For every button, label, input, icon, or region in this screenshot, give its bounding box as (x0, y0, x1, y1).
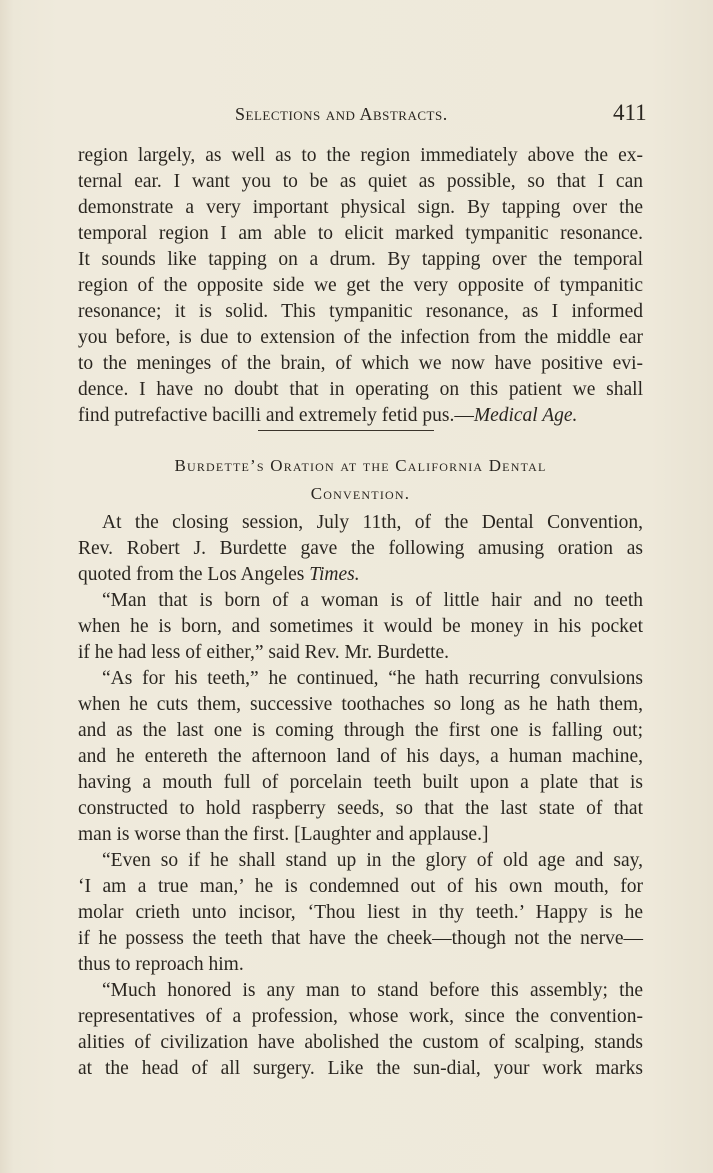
page-header (0, 100, 713, 130)
text-line: when he cuts them, successive toothaches so long as he hath them, (78, 694, 643, 715)
text-line: having a mouth full of porcelain teeth built upon a plate that is (78, 772, 643, 793)
text-line: region of the opposite side we get the very opposite of tympanitic (78, 275, 643, 296)
text-line: you before, is due to extension of the infection from the middle ear (78, 327, 643, 348)
continued-article (78, 143, 643, 429)
last-line-text: find putrefactive bacilli and extremely fetid pus.— (78, 405, 474, 426)
title-line-2: Convention. (310, 484, 411, 503)
text-line: and he entereth the afternoon land of his days, a human machine, (78, 746, 643, 767)
text-line: man is worse than the first. [Laughter and applause.] (78, 824, 489, 845)
text-line: region largely, as well as to the region immediately above the ex- (78, 145, 643, 166)
text-line: at the head of all surgery. Like the sun-dial, your work marks (78, 1058, 643, 1079)
text-line: thus to reproach him. (78, 954, 244, 975)
text-line: representatives of a profession, whose work, since the convention- (78, 1006, 643, 1027)
text-line: At the closing session, July 11th, of the Dental Convention, (102, 512, 643, 533)
text-line (78, 562, 643, 588)
line-text: quoted from the Los Angeles (78, 564, 310, 585)
article-body (78, 510, 643, 1082)
text-line: ternal ear. I want you to be as quiet as possible, so that I can (78, 171, 643, 192)
text-line-last (78, 403, 643, 429)
text-line: when he is born, and sometimes it would be money in his pocket (78, 616, 643, 637)
text-line: “As for his teeth,” he continued, “he hath recurring convulsions (102, 668, 643, 689)
text-line: if he possess the teeth that have the cheek—though not the nerve— (78, 928, 643, 949)
running-head: Selections and Abstracts. (235, 104, 448, 124)
text-line: and as the last one is coming through the first one is falling out; (78, 720, 643, 741)
newspaper-name: Times. (309, 564, 360, 585)
title-line-1: Burdette’s Oration at the California Dental (174, 456, 547, 475)
article-title (78, 452, 643, 508)
source-citation: Medical Age. (473, 405, 578, 426)
text-line: dence. I have no doubt that in operating on this patient we shall (78, 379, 643, 400)
text-line: “Much honored is any man to stand before this assembly; the (102, 980, 643, 1001)
text-line: ‘I am a true man,’ he is condemned out of his own mouth, for (78, 876, 643, 897)
text-line: temporal region I am able to elicit marked tympanitic resonance. (78, 223, 643, 244)
text-line: molar crieth unto incisor, ‘Thou liest in thy teeth.’ Happy is he (78, 902, 643, 923)
page-number: 411 (613, 100, 647, 125)
text-line: to the meninges of the brain, of which we now have positive evi- (78, 353, 643, 374)
text-line: demonstrate a very important physical sign. By tapping over the (78, 197, 643, 218)
text-line: It sounds like tapping on a drum. By tapping over the temporal (78, 249, 643, 270)
section-divider (258, 430, 434, 431)
text-line: constructed to hold raspberry seeds, so that the last state of that (78, 798, 643, 819)
text-line: “Man that is born of a woman is of little hair and no teeth (102, 590, 643, 611)
text-line: alities of civilization have abolished the custom of scalping, stands (78, 1032, 643, 1053)
text-line: resonance; it is solid. This tympanitic resonance, as I informed (78, 301, 643, 322)
text-line: “Even so if he shall stand up in the glory of old age and say, (102, 850, 643, 871)
text-line: Rev. Robert J. Burdette gave the following amusing oration as (78, 538, 643, 559)
text-line: if he had less of either,” said Rev. Mr. Burdette. (78, 642, 450, 663)
